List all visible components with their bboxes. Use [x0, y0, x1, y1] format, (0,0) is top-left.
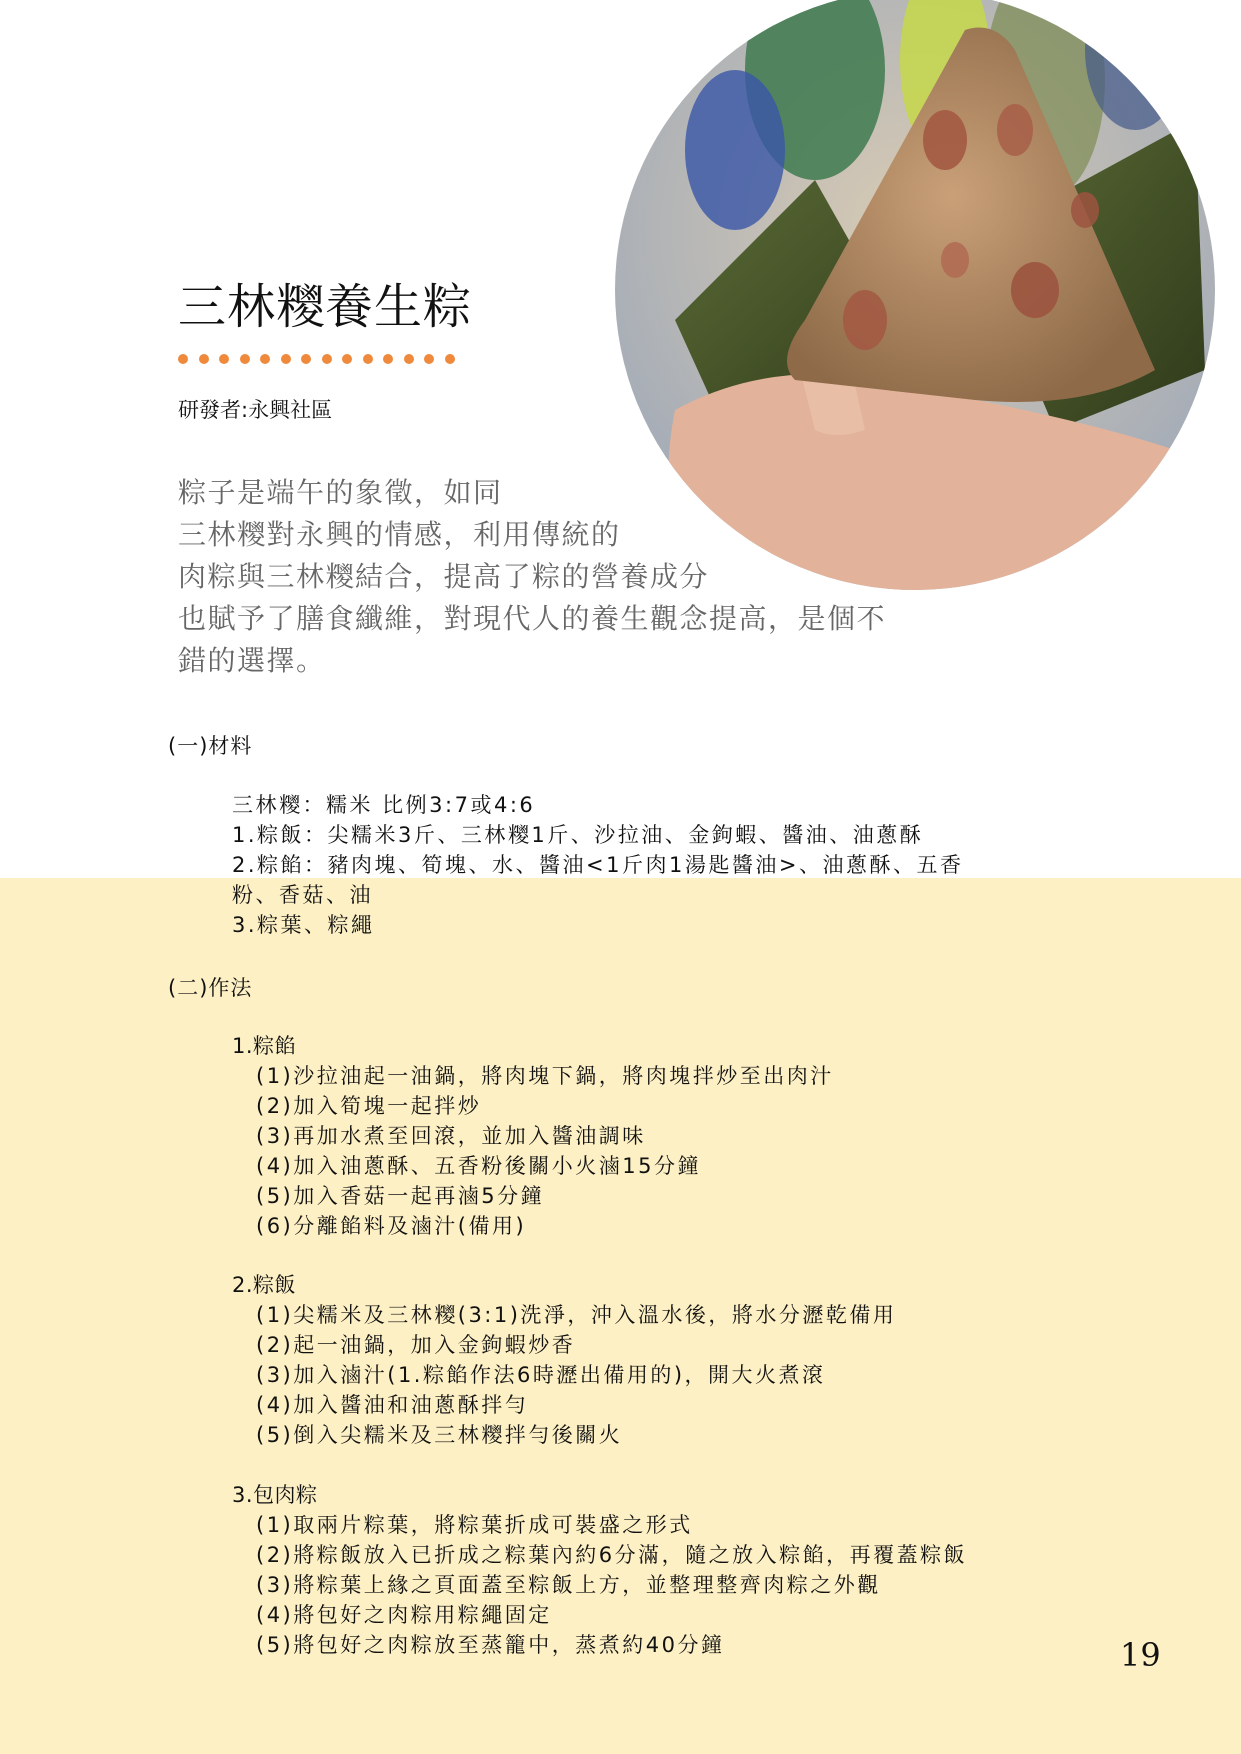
step-line: (4)將包好之肉粽用粽繩固定 — [256, 1603, 552, 1627]
dot — [281, 354, 291, 364]
dot — [260, 354, 270, 364]
dot — [424, 354, 434, 364]
intro-line: 錯的選擇。 — [178, 644, 326, 677]
step-line: (2)起一油鍋，加入金鉤蝦炒香 — [256, 1333, 576, 1357]
material-line: 1.粽飯：尖糯米3斤、三林糭1斤、沙拉油、金鉤蝦、醬油、油蔥酥 — [232, 823, 924, 847]
material-line: 三林糭：糯米 比例3:7或4:6 — [232, 793, 536, 817]
step-line: (2)加入筍塊一起拌炒 — [256, 1094, 482, 1118]
step-line: (2)將粽飯放入已折成之粽葉內約6分滿，隨之放入粽餡，再覆蓋粽飯 — [256, 1543, 968, 1567]
step-line: (1)取兩片粽葉，將粽葉折成可裝盛之形式 — [256, 1513, 693, 1537]
dot — [445, 354, 455, 364]
step-line: (5)加入香菇一起再滷5分鐘 — [256, 1184, 545, 1208]
decorative-dot-divider — [178, 354, 455, 364]
step-line: (4)加入油蔥酥、五香粉後關小火滷15分鐘 — [256, 1154, 701, 1178]
dot — [342, 354, 352, 364]
dot — [383, 354, 393, 364]
step-line: (5)將包好之肉粽放至蒸籠中，蒸煮約40分鐘 — [256, 1633, 725, 1657]
materials-list — [232, 790, 963, 940]
material-line: 3.粽葉、粽繩 — [232, 913, 375, 937]
dot — [219, 354, 229, 364]
dot — [301, 354, 311, 364]
dot — [322, 354, 332, 364]
section-title: 2.粽飯 — [232, 1273, 297, 1297]
step-line: (1)沙拉油起一油鍋，將肉塊下鍋，將肉塊拌炒至出肉汁 — [256, 1064, 834, 1088]
dot — [199, 354, 209, 364]
page-title: 三林糭養生粽 — [178, 279, 473, 335]
method-section-filling — [232, 1031, 834, 1241]
intro-line: 肉粽與三林糭結合，提高了粽的營養成分 — [178, 560, 710, 593]
dot — [404, 354, 414, 364]
step-line: (1)尖糯米及三林糭(3:1)洗淨，沖入溫水後，將水分瀝乾備用 — [256, 1303, 897, 1327]
method-heading: (二)作法 — [168, 976, 253, 1000]
dot — [178, 354, 188, 364]
step-line: (6)分離餡料及滷汁(備用) — [256, 1214, 527, 1238]
intro-line: 三林糭對永興的情感，利用傳統的 — [178, 518, 621, 551]
step-line: (5)倒入尖糯米及三林糭拌勻後關火 — [256, 1423, 623, 1447]
materials-heading: (一)材料 — [168, 734, 253, 758]
section-title: 1.粽餡 — [232, 1034, 297, 1058]
material-line: 2.粽餡：豬肉塊、筍塊、水、醬油<1斤肉1湯匙醬油>、油蔥酥、五香 — [232, 853, 964, 877]
page-number: 19 — [1120, 1636, 1161, 1674]
material-line: 粉、香菇、油 — [232, 883, 373, 907]
method-section-wrapping — [232, 1480, 967, 1660]
author-line: 研發者:永興社區 — [178, 398, 333, 422]
section-title: 3.包肉粽 — [232, 1483, 318, 1507]
dot — [363, 354, 373, 364]
step-line: (3)加入滷汁(1.粽餡作法6時瀝出備用的)，開大火煮滾 — [256, 1363, 826, 1387]
step-line: (3)再加水煮至回滾，並加入醬油調味 — [256, 1124, 646, 1148]
intro-paragraph — [178, 472, 1008, 682]
method-section-rice — [232, 1270, 896, 1450]
intro-line: 粽子是端午的象徵，如同 — [178, 476, 503, 509]
intro-line: 也賦予了膳食纖維，對現代人的養生觀念提高，是個不 — [178, 602, 887, 635]
step-line: (4)加入醬油和油蔥酥拌勻 — [256, 1393, 529, 1417]
dot — [240, 354, 250, 364]
step-line: (3)將粽葉上緣之頁面蓋至粽飯上方，並整理整齊肉粽之外觀 — [256, 1573, 881, 1597]
